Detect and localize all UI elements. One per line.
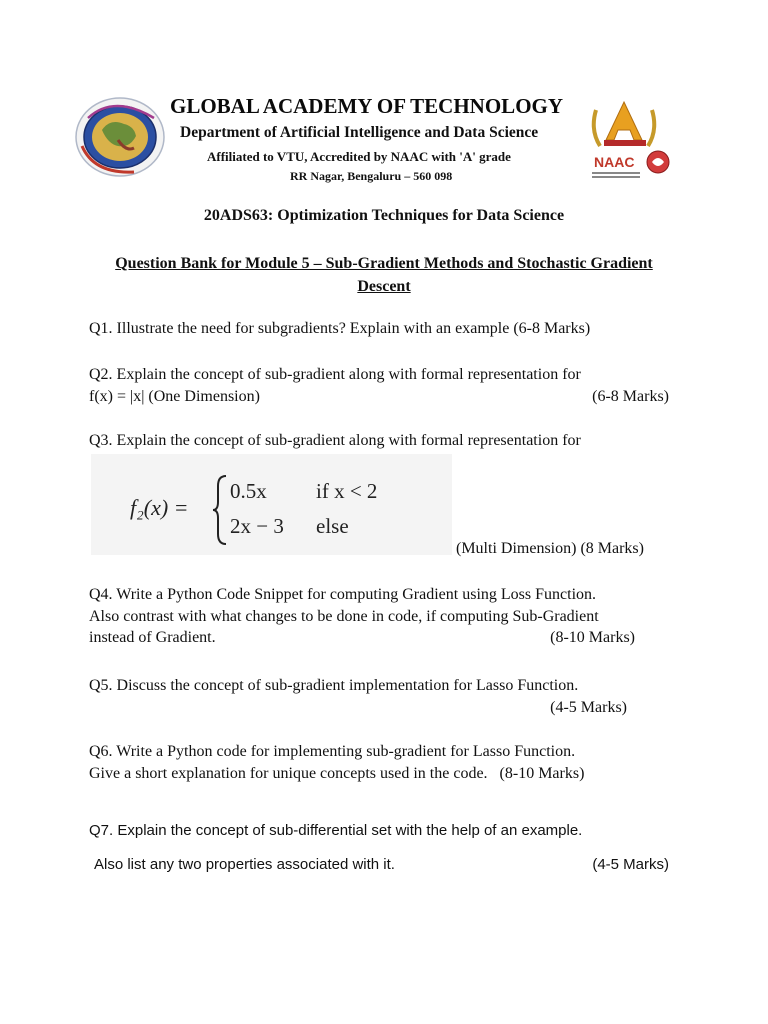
question-6-line-2: Give a short explanation for unique concepts used in the code. <box>89 764 488 782</box>
question-7 <box>89 820 669 875</box>
question-2-text: Q2. Explain the concept of sub-gradient along with formal representation for <box>89 366 581 383</box>
question-7-line-2: Also list any two properties associated with it. <box>94 855 395 873</box>
question-4-marks: (8-10 Marks) <box>550 629 635 646</box>
case-1-expr: 0.5x <box>230 479 267 503</box>
case-1-cond: if x < 2 <box>316 479 378 503</box>
question-5-text: Q5. Discuss the concept of sub-gradient implementation for Lasso Function. <box>89 677 579 694</box>
question-7-line-1: Q7. Explain the concept of sub-differential set with the help of an example. <box>89 822 583 839</box>
address-text: RR Nagar, Bengaluru – 560 098 <box>290 169 453 183</box>
question-5-marks: (4-5 Marks) <box>550 698 627 716</box>
question-6-line-1: Q6. Write a Python code for implementing sub-gradient for Lasso Function. <box>89 743 576 760</box>
question-4-line-2: Also contrast with what changes to be done in code, if computing Sub-Gradient <box>89 607 599 625</box>
department-name: Department of Artificial Intelligence and Data Science <box>180 124 539 141</box>
question-7-marks: (4-5 Marks) <box>592 855 669 873</box>
question-4-line-3: instead of Gradient. <box>89 629 216 646</box>
question-2-formula: f(x) = |x| (One Dimension) <box>89 387 260 405</box>
formula-cases <box>230 474 377 544</box>
question-4 <box>89 584 669 649</box>
question-6-marks: (8-10 Marks) <box>499 764 585 782</box>
case-2-cond: else <box>316 514 349 538</box>
formula-lhs: f₂(x) = <box>130 495 189 520</box>
affiliation-text: Affiliated to VTU, Accredited by NAAC with 'A' grade <box>207 149 511 164</box>
question-6 <box>89 741 669 784</box>
question-3-marks: (Multi Dimension) (8 Marks) <box>456 540 644 557</box>
question-1 <box>89 318 669 340</box>
institution-logo <box>74 96 166 178</box>
case-2-expr: 2x − 3 <box>230 514 284 538</box>
question-2-marks: (6-8 Marks) <box>592 387 669 405</box>
question-bank-title: Question Bank for Module 5 – Sub-Gradient Methods and Stochastic Gradient Descent <box>115 255 653 295</box>
question-3 <box>89 430 669 452</box>
question-4-line-1: Q4. Write a Python Code Snippet for computing Gradient using Loss Function. <box>89 586 597 603</box>
course-title: 20ADS63: Optimization Techniques for Data Science <box>203 207 565 224</box>
question-3-text: Q3. Explain the concept of sub-gradient along with formal representation for <box>89 432 581 449</box>
institution-name: GLOBAL ACADEMY OF TECHNOLOGY <box>170 94 564 118</box>
question-5 <box>89 675 669 718</box>
left-brace-icon <box>212 474 228 546</box>
question-2 <box>89 364 669 407</box>
question-1-text: Q1. Illustrate the need for subgradients? Explain with an example (6-8 Marks) <box>89 320 591 337</box>
naac-logo-text: NAAC <box>594 154 635 170</box>
